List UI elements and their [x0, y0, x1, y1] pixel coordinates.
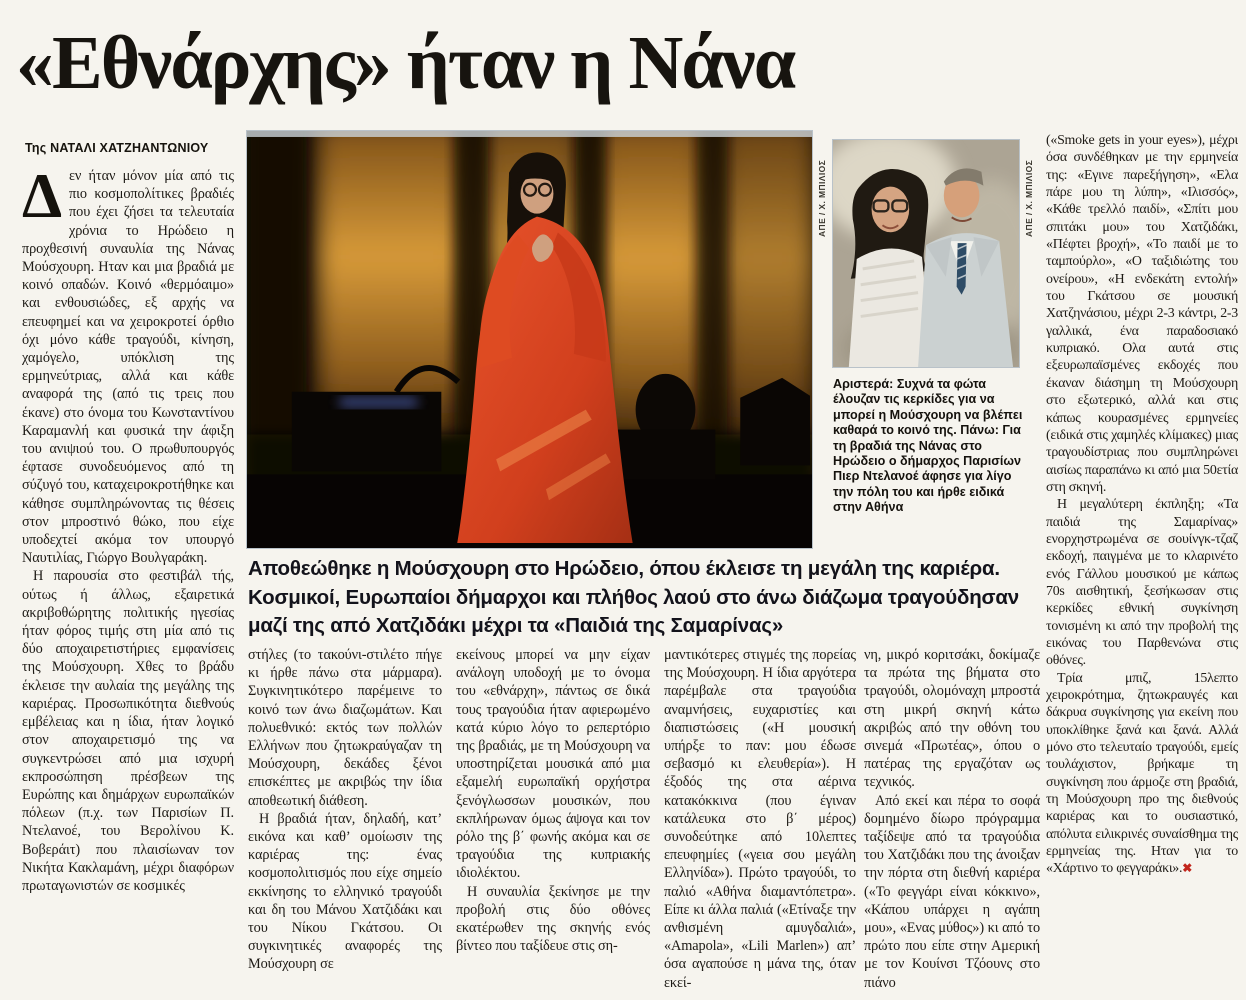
- body-column-2: [248, 646, 442, 998]
- side-photo-illustration: [833, 140, 1019, 367]
- stage-photo-illustration: [247, 131, 812, 548]
- photo-credit-main: ΑΠΕ / Χ. ΜΠΙΛΙΟΣ: [817, 159, 827, 237]
- byline: Της ΝΑΤΑΛΙ ΧΑΤΖΗΑΝΤΩΝΙΟΥ: [25, 141, 209, 155]
- end-mark-icon: ✖: [1182, 861, 1193, 876]
- paragraph: εκείνους μπορεί να μην είχαν ανάλογη υποδοχή με το όνομα του «εθνάρχη», πάντως σε δικά τους τραγούδια ήταν αφιερωμένο κατά κύριο λόγο το ρεπερτόριο της βραδιάς, με τη Μούσχουρη να υποστηρίζεται μουσικά από μια εξαμελή ευρωπαϊκή ορχήστρα ξενόγλωσσων μουσικών, που εκπλήρωναν όμως άψογα και τον ρόλο της β΄ φωνής ακόμα και σε τραγούδια της κυπριακής ιδιολέκτου.: [456, 647, 650, 882]
- body-column-1: [22, 167, 234, 997]
- paragraph: μαντικότερες στιγμές της πορείας της Μούσχουρη. Η ίδια αργότερα παρέμβαλε στα τραγούδια αναμνήσεις, ευχαριστίες και διαπιστώσεις («Η μουσική υπήρξε το παν: μου έδωσε σεβασμό κι ελευθερία»). Η έξοδός της στα αέρινα κατακόκκινα (που έγιναν κατάλευκα στο β΄ μέρος) συνοδεύτηκε από 10λεπτες επευφημίες («γεια σου μεγάλη Ελληνίδα»). Πρώτο τραγούδι, το παλιό «Αθήνα διαμαντόπετρα». Είπε κι άλλα παλιά («Ετίναξε την ανθισμένη αμυγδαλιά», «Amapola», «Lili Marlen») απ’ όσα αγαπούσε η μάνα της, όταν εκεί-: [664, 647, 856, 991]
- photo-credit-side: ΑΠΕ / Χ. ΜΠΙΛΙΟΣ: [1024, 159, 1034, 237]
- paragraph: Η μεγαλύτερη έκπληξη; «Τα παιδιά της Σαμαρίνας» ενορχηστρωμένα σε σουίνγκ-τζαζ εκδοχή, παιγμένα με το κλαρινέτο ενός Γάλλου μουσικού με κάπως 70s αισθητική, ξεσήκωσαν στις κερκίδες εθνική συγκίνηση τονισμένη κι από την προβολή της εικόνας του Παρθενώνα στις οθόνες.: [1046, 497, 1238, 669]
- main-photo-stage: [246, 130, 813, 549]
- dropcap: Δ: [22, 167, 63, 231]
- body-column-5: [864, 646, 1040, 998]
- page-title: «Εθνάρχης» ήταν η Νάνα: [16, 21, 795, 105]
- woman-figure: [849, 169, 932, 367]
- subheadline: Αποθεώθηκε η Μούσχουρη στο Ηρώδειο, όπου έκλεισε τη μεγάλη της καριέρα. Κοσμικοί, Ευρωπαίοι δήμαρχοι και πλήθος λαού στο άνω διάζωμα τραγούδησαν μαζί της από Χατζιδάκι μέχρι τα «Παιδιά της Σαμαρίνας»: [248, 557, 1019, 637]
- paragraph: Από εκεί και πέρα το σοφά δομημένο δίωρο πρόγραμμα ταξίδεψε από τα τραγούδια του Χατζιδάκι που της άνοιξαν την πόρτα στη διεθνή καριέρα («Το φεγγάρι είναι κόκκινο», «Κάπου υπάρχει η αγάπη μου», «Ενας μύθος») κι από το πρώτο που είπε στην Αμερική με τον Κουίνσι Τζόουνς στο πιάνο: [864, 792, 1040, 991]
- body-column-4: [664, 646, 856, 998]
- paragraph: Η βραδιά ήταν, δηλαδή, κατ’ εικόνα και καθ’ ομοίωσιν της καριέρας της: ένας κοσμοπολιτισμός που είχε σημείο εκκίνησης το ελληνικό τραγούδι και δη του Μάνου Χατζιδάκι και του Νίκου Γκάτσου. Οι συγκινητικές αναφορές της Μούσχουρη σε: [248, 810, 442, 973]
- body-column-6: [1046, 132, 1238, 998]
- body-column-3: [456, 646, 650, 998]
- paragraph: νη, μικρό κοριτσάκι, δοκίμαζε τα πρώτα της βήματα στο τραγούδι, ολομόναχη μπροστά στη μικρή σκηνή κάτω ακριβώς από την οθόνη του σινεμά «Πρωτέας», όπου ο πατέρας της εργαζόταν ως τεχνικός.: [864, 647, 1040, 791]
- paragraph: Τρία μπιζ, 15λεπτο χειροκρότημα, ζητωκραυγές και δάκρυα συγκίνησης για εκείνη που υποκλίθηκε ξανά και ξανά. Αλλά μόνο στο τελευταίο τραγούδι, εμείς τουλάχιστον, βρήκαμε τη συγκίνηση που άρμοζε στη βραδιά, τη Μούσχουρη προ της διεθνούς καριέρας και το ουσιαστικό, απόλυτα ειλικρινές συναίσθημα της ερμηνείας της. Ηταν για το «Χάρτινο το φεγγαράκι».✖: [1046, 670, 1238, 877]
- paragraph: στήλες (το τακούνι-στιλέτο πήγε κι ήρθε πάνω στα μάρμαρα). Συγκινητικότερο παρέμεινε το κοινό των άνω διαζωμάτων. Και πολυεθνικό: εκτός των πολλών Ελλήνων που ζητωκραύγαζαν τη Μούσχουρη, δεκάδες ξένοι επισκέπτες με ακριβώς την ίδια αποθεωτική διάθεση.: [248, 647, 442, 809]
- side-photo-nana-and-mayor: [832, 139, 1020, 368]
- photo-caption: Αριστερά: Συχνά τα φώτα έλουζαν τις κερκίδες για να μπορεί η Μούσχουρη να βλέπει καθαρά το κοινό της. Πάνω: Για τη βραδιά της Νάνας στο Ηρώδειο ο δήμαρχος Παρισίων Πιερ Ντελανοέ άφησε για λίγο την πόλη του και ήρθε ειδικά στην Αθήνα: [833, 377, 1023, 515]
- paragraph: («Smoke gets in your eyes»), μέχρι όσα συνδέθηκαν με την ερμηνεία της: «Εγινε παρεξήγηση», «Ελα πάρε μου τη λύπη», «Ιλισσός», «Κάθε τρελλό παιδί», «Σπίτι μου σπιτάκι μου» του Χατζιδάκι, «Πέφτει βροχή», «Το παιδί με το ταμπούρλο», «Ο ταξιδιώτης του ονείρου», «Η ενδεκάτη εντολή» του Γκάτσου σε μουσική Χατζηνάσιου, μέχρι 2-3 κάντρι, 2-3 γαλλικά, ένα παραδοσιακό κυπριακό. Ολα αυτά στις εξευρωπαϊσμένες εκδοχές που έκαναν διάσημη τη Μούσχουρη στο εξωτερικό, αλλά και στις κάπως κουρασμένες ερμηνείες (ειδικά στις χαμηλές κλίμακες) μιας τραγουδίστριας που συμπληρώνει αισίως παραπάνω κι από μια 50ετία στη σκηνή.: [1046, 133, 1238, 495]
- paragraph: Δεν ήταν μόνον μία από τις πιο κοσμοπολίτικες βραδιές που έχει ζήσει τα τελευταία χρόνια το Ηρώδειο η προχθεσινή συναυλία της Νάνας Μούσχουρη. Ηταν και μια βραδιά με κοινό οπαδών. Κοινό «θερμόαιμο» και ενθουσιώδες, εξ αρχής να επευφημεί και να χειροκροτεί όρθιο όχι μόνο κάθε τραγούδι, κίνηση, χαμόγελο, υπόκλιση της ερμηνεύτριας, αλλά και κάθε αναφορά της (από τις τρεις που έκανε) στο όνομα του Κωνσταντίνου Καραμανλή και φυσικά την άφιξη του ανιψιού του. Ο πρωθυπουργός έφτασε συνοδευόμενος από τη σύζυγό του, καταχειροκροτήθηκε και κάθησε συμπληρώνοντας τις θέσεις στον μπροστινό θώκο, που είχε υποδεχτεί ακόμα τον υπουργό Ναυτιλίας, Γιώργο Βουλγαράκη.: [22, 167, 234, 567]
- paragraph: Η παρουσία στο φεστιβάλ τής, ούτως ή άλλως, εξαιρετικά ακριβοθώρητης πολιτικής ηγεσίας ήταν φόρος τιμής στη μία από τις δύο αποχαιρετιστήριες εμφανίσεις της Μούσχουρη. Χθες το βράδυ έκλεισε την αυλαία της μεγάλης της καριέρας. Προσωπικότητα διεθνούς εμβέλειας και η ίδια, ήταν λογικό στον αποχαιρετισμό της να συγκεντρώσει από μια ισχυρή εκπροσώπηση πρέσβεων της Ευρώπης και δημάρχων ευρωπαϊκών πόλεων (π.χ. των Παρισίων Π. Ντελανοέ, του Βερολίνου Κ. Βοβεράιτ) που πλαισίωναν τον Νικήτα Κακλαμάνη, μέχρι διαφόρων πρωταγωνιστών σε κοσμικές: [22, 568, 234, 894]
- paragraph: Η συναυλία ξεκίνησε με την προβολή στις δύο οθόνες εκατέρωθεν της σκηνής ενός βίντεο που ταξίδευε στις ση-: [456, 883, 650, 955]
